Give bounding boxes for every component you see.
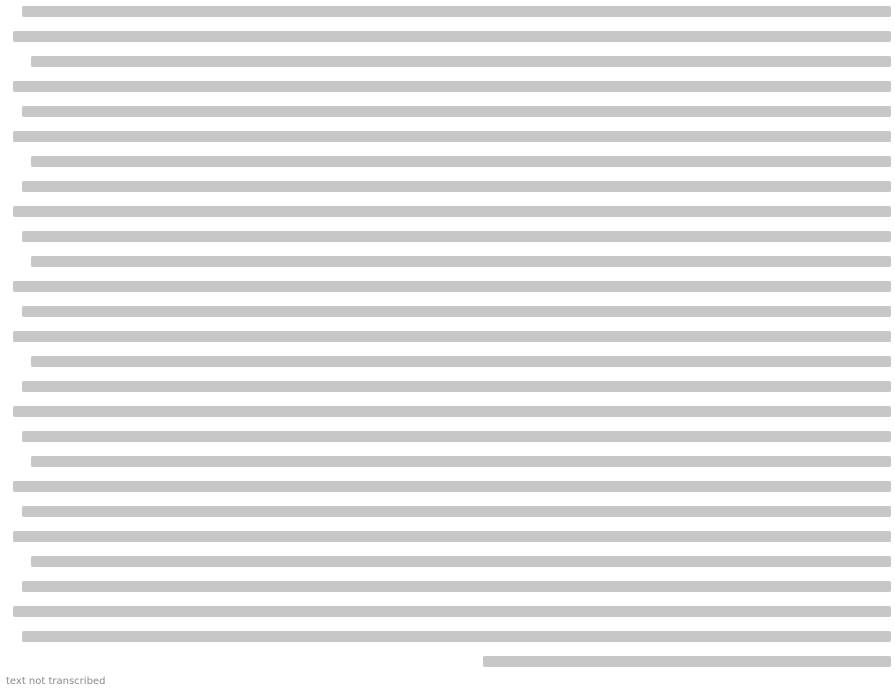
text-line-placeholder bbox=[4, 477, 891, 497]
text-line-placeholder bbox=[4, 177, 891, 197]
text-line-bar bbox=[13, 481, 891, 492]
text-line-placeholder bbox=[4, 352, 891, 372]
text-line-placeholder bbox=[4, 552, 891, 572]
text-line-bar bbox=[22, 306, 891, 317]
text-line-bar bbox=[13, 531, 891, 542]
text-line-placeholder bbox=[4, 102, 891, 122]
text-line-bar bbox=[483, 656, 891, 667]
text-line-placeholder bbox=[4, 602, 891, 622]
text-line-bar bbox=[31, 356, 891, 367]
text-line-bar bbox=[13, 331, 891, 342]
text-line-placeholder bbox=[4, 627, 891, 647]
text-line-bar bbox=[22, 506, 891, 517]
notice-body bbox=[4, 2, 891, 672]
text-line-placeholder bbox=[4, 2, 891, 22]
text-line-placeholder bbox=[4, 152, 891, 172]
text-line-bar bbox=[22, 381, 891, 392]
text-line-placeholder bbox=[4, 327, 891, 347]
text-line-placeholder bbox=[4, 502, 891, 522]
text-line-bar bbox=[22, 181, 891, 192]
text-line-bar bbox=[22, 581, 891, 592]
text-line-bar bbox=[22, 631, 891, 642]
text-line-placeholder bbox=[4, 652, 891, 672]
text-line-bar bbox=[13, 31, 891, 42]
text-line-bar bbox=[31, 256, 891, 267]
text-line-bar bbox=[31, 456, 891, 467]
text-line-placeholder bbox=[4, 577, 891, 597]
text-line-bar bbox=[31, 56, 891, 67]
text-line-placeholder bbox=[4, 227, 891, 247]
text-line-placeholder bbox=[4, 302, 891, 322]
text-line-bar bbox=[13, 81, 891, 92]
text-line-placeholder bbox=[4, 277, 891, 297]
text-line-placeholder bbox=[4, 127, 891, 147]
text-line-bar bbox=[22, 231, 891, 242]
text-line-bar bbox=[31, 556, 891, 567]
text-line-bar bbox=[31, 156, 891, 167]
text-line-bar bbox=[13, 406, 891, 417]
text-line-placeholder bbox=[4, 452, 891, 472]
text-line-placeholder bbox=[4, 252, 891, 272]
text-line-bar bbox=[13, 131, 891, 142]
text-line-placeholder bbox=[4, 52, 891, 72]
placeholder-note: text not transcribed bbox=[6, 676, 106, 687]
text-line-bar bbox=[22, 431, 891, 442]
text-line-bar bbox=[13, 606, 891, 617]
text-line-bar bbox=[13, 281, 891, 292]
text-line-placeholder bbox=[4, 402, 891, 422]
text-line-placeholder bbox=[4, 377, 891, 397]
text-line-placeholder bbox=[4, 27, 891, 47]
text-line-placeholder bbox=[4, 202, 891, 222]
text-line-bar bbox=[22, 106, 891, 117]
text-line-placeholder bbox=[4, 77, 891, 97]
text-line-bar bbox=[22, 6, 891, 17]
text-line-placeholder bbox=[4, 527, 891, 547]
text-line-bar bbox=[13, 206, 891, 217]
text-line-placeholder bbox=[4, 427, 891, 447]
